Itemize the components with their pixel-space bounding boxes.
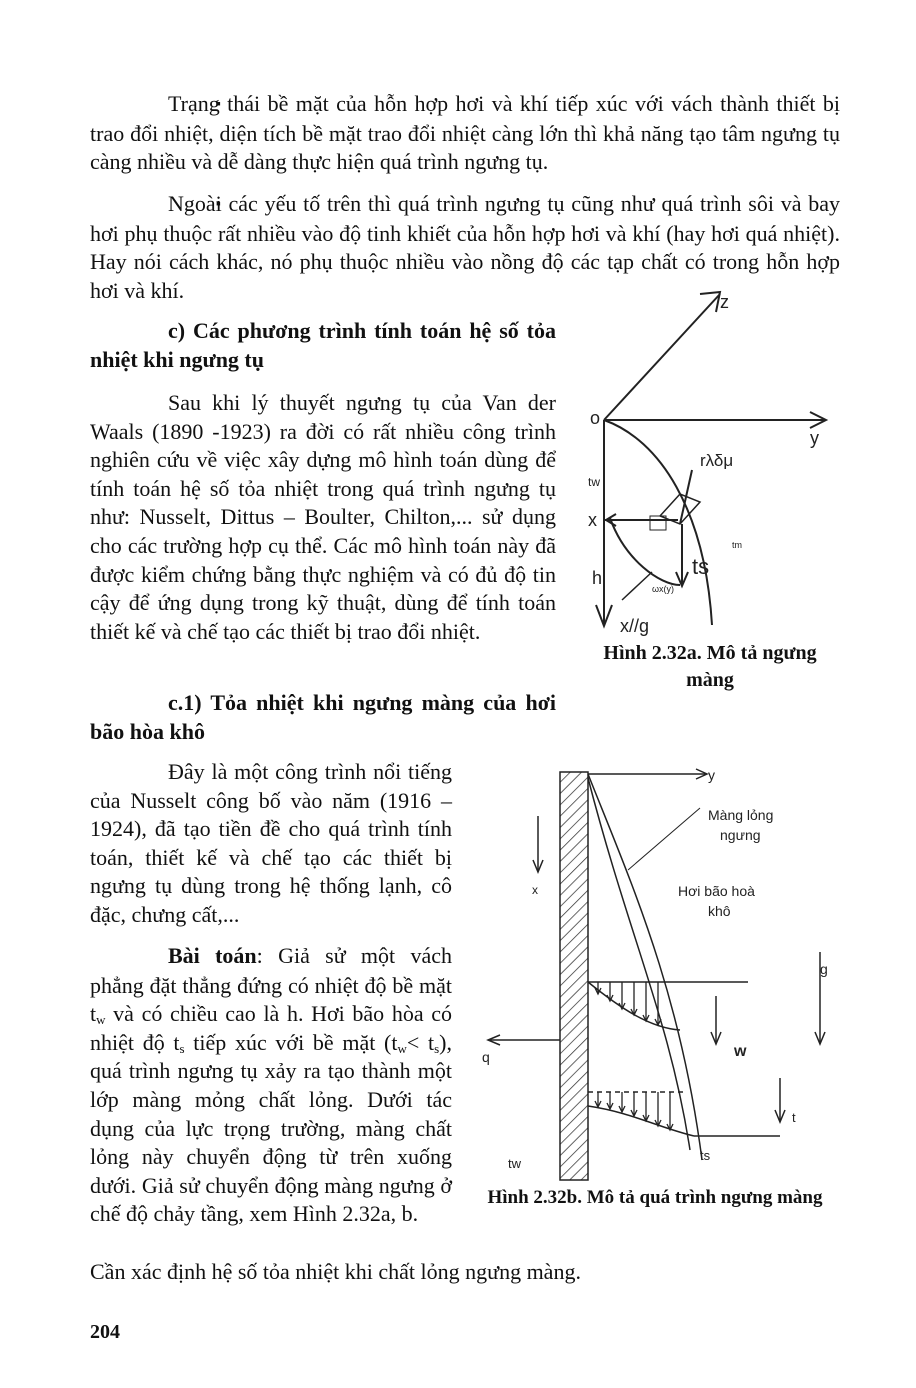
fig-b-label-saturated-vapor: Hơi bão hoà [678, 883, 755, 899]
z-axis [604, 294, 720, 420]
paragraph-surface-state: ▪ Trạng thái bề mặt của hỗn hợp hơi và khí tiếp xúc với vách thành thiết bị trao đổi nhiệt, diện tích bề mặt trao đổi nhiệt càng lớn thì khả năng tạo tâm ngưng tụ càng nhiều và dễ dàng thực hiện quá trình ngưng tụ. [90, 90, 840, 177]
paragraph-purity: ▪ Ngoài các yếu tố trên thì quá trình ngưng tụ cũng như quá trình sôi và bay hơi phụ thuộc rất nhiều vào độ tinh khiết của hỗn hợp hơi và khí (hay hơi quá nhiệt). Hay nói cách khác, nó phụ thuộc nhiều vào nồng độ các tạp chất có trong hỗn hợp hơi và khí. [90, 190, 840, 305]
fig-b-label-w: w [734, 1043, 747, 1060]
lower-temperature-profile [588, 1106, 694, 1136]
figure-2-32a-caption: Hình 2.32a. Mô tả ngưng màng [603, 642, 817, 691]
velocity-arc [610, 518, 680, 585]
film-curve [604, 420, 712, 625]
fig-a-label-xg: x//g [620, 616, 650, 636]
fig-a-label-tm: tm [732, 540, 742, 550]
fig-a-label-ts: ts [692, 554, 710, 579]
paragraph-conclusion: Cần xác định hệ số tỏa nhiệt khi chất lỏng ngưng màng. [90, 1259, 581, 1284]
fig-b-label-membrane: Màng lỏng [708, 807, 774, 823]
paragraph-models: Sau khi lý thuyết ngưng tụ của Van der Waals (1890 -1923) ra đời có rất nhiều công trình nghiên cứu về việc xây dựng mô hình toán dùng để tính toán hệ số tỏa nhiệt trong quá trình ngưng tụ như: Nusselt, Dittus – Boulter, Chilton,... sử dụng cho các trường hợp cụ thể. Các mô hình toán này đã được kiểm chứng bằng thực nghiệm và có đủ độ tin cậy để ứng dụng trong kỹ thuật, dùng để tính toán thiết kế và chế tạo các thiết bị trao đổi nhiệt. [90, 390, 556, 644]
fig-b-label-dry: khô [708, 903, 731, 919]
figure-2-32a [580, 280, 840, 640]
fig-a-label-tw: tw [588, 475, 600, 489]
fig-b-label-ts: ts [700, 1148, 711, 1163]
fig-a-label-o: o [590, 408, 601, 428]
heading-c1: c.1) Tỏa nhiệt khi ngưng màng của hơi bão hòa khô [90, 690, 556, 744]
figure-2-32b [480, 760, 840, 1180]
fig-b-label-q: q [482, 1049, 490, 1065]
fig-a-label-x: x [588, 510, 597, 530]
problem-label: Bài toán [168, 943, 257, 968]
page-number: 204 [90, 1321, 120, 1343]
fig-a-label-y: y [810, 428, 819, 448]
g-vector [622, 572, 652, 600]
film-inner-curve [588, 778, 690, 1150]
vertical-wall [560, 772, 588, 1180]
fig-b-label-y: y [708, 767, 715, 783]
fig-a-label-h: h [592, 568, 603, 588]
heading-c: c) Các phương trình tính toán hệ số tỏa nhiệt khi ngưng tụ [90, 318, 556, 372]
fig-a-label-z: z [720, 292, 729, 312]
fig-b-label-g: g [820, 961, 828, 977]
fig-b-label-condensing: ngưng [720, 827, 761, 843]
fig-b-label-t: t [792, 1110, 796, 1125]
paragraph-nusselt: Đây là một công trình nổi tiếng của Nusselt công bố vào năm (1916 – 1924), đã tạo tiền đề cho quá trình tính toán, thiết kế và chế tạo các thiết bị ngưng tụ dùng trong hệ thống lạnh, cô đặc, chưng cất,... [90, 759, 452, 927]
paragraph-problem: ▪ Bài toán: Giả sử một vách phẳng đặt thẳng đứng có nhiệt độ bề mặt $t_w$ và có chiều cao là h. Hơi bão hòa có nhiệt độ $t_s$ tiếp xúc với bề mặt $(t_w< t_s)$, quá trình ngưng tụ xảy ra tạo thành một lớp màng mỏng chất lỏng. Dưới tác dụng của lực trọng trường, màng chất lỏng này chuyển động từ trên xuống dưới. Giả sử chuyển động màng ngưng ở chế độ chảy tầng, xem Hình 2.32a, b. [90, 942, 452, 1229]
figure-2-32b-caption: Hình 2.32b. Mô tả quá trình ngưng màng [487, 1187, 823, 1208]
membrane-leader [628, 808, 700, 870]
fig-a-label-r: rλδμ [700, 451, 734, 470]
fig-b-label-x: x [532, 883, 538, 897]
fig-a-label-wx: ωx(y) [652, 584, 675, 594]
z-arrow-icon [700, 292, 720, 312]
lower-profile-arrows [595, 1092, 673, 1130]
fig-b-label-tw: tw [508, 1156, 521, 1171]
